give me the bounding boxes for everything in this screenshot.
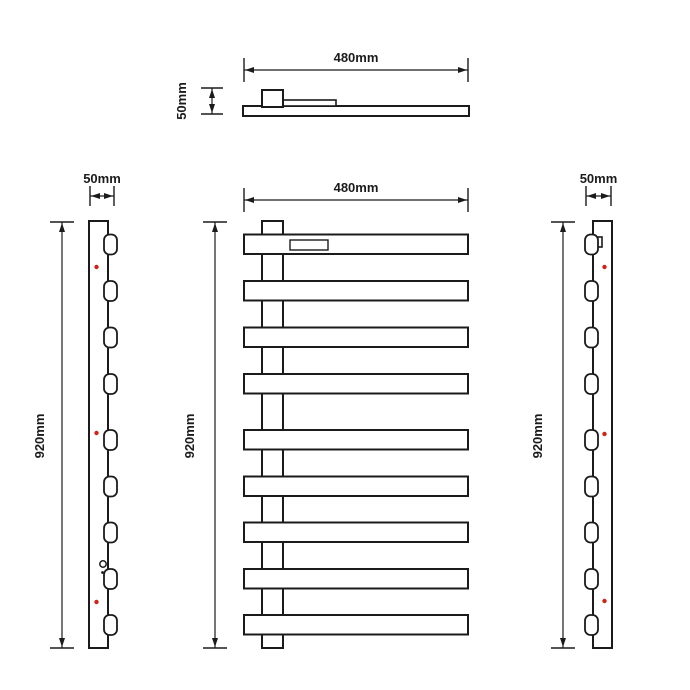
left-view-rail-end [104, 281, 117, 301]
left-view-rail-end [104, 235, 117, 255]
right-view-rail-end [585, 328, 598, 348]
right-view-rail-end [585, 569, 598, 589]
front-view-rail-bar [244, 235, 468, 255]
left-view-rail-end [104, 328, 117, 348]
left-view-rail-end [104, 477, 117, 497]
mounting-point-dot [602, 599, 606, 603]
right-view-rail-end [585, 281, 598, 301]
dimension-label: 480mm [333, 50, 379, 65]
dimension-label: 480mm [333, 180, 379, 195]
front-view-rail-bar [244, 615, 468, 635]
right-view-rail-end [585, 235, 598, 255]
mounting-point-dot [602, 265, 606, 269]
right-view-rail-end [585, 615, 598, 635]
mounting-point-dot [94, 265, 98, 269]
top-view-heater-box [262, 90, 283, 107]
front-view-control-display [290, 240, 328, 250]
mounting-point-dot [602, 432, 606, 436]
front-view-rail-bar [244, 569, 468, 589]
front-view-rail-bar [244, 477, 468, 497]
dimension-label: 50mm [83, 171, 121, 186]
dimension-label: 920mm [182, 413, 197, 459]
right-view-rail-end [585, 430, 598, 450]
left-view-rail-end [104, 430, 117, 450]
front-view-rail-bar [244, 430, 468, 450]
dimension-label: 920mm [32, 413, 47, 459]
left-view-rail-end [104, 523, 117, 543]
dimension-label: 50mm [174, 82, 189, 120]
right-view-rail-end [585, 374, 598, 394]
left-view-cable-dot [101, 571, 104, 574]
mounting-point-dot [94, 600, 98, 604]
top-view-display-ledge [283, 100, 336, 106]
dimension-label: 920mm [530, 413, 545, 459]
left-view-rail-end [104, 615, 117, 635]
front-view-rail-bar [244, 328, 468, 348]
mounting-point-dot [94, 431, 98, 435]
front-view-rail-bar [244, 374, 468, 394]
right-view-rail-end [585, 523, 598, 543]
left-view-rail-end [104, 374, 117, 394]
right-view-rail-end [585, 477, 598, 497]
left-view-rail-end [104, 569, 117, 589]
front-view-rail-bar [244, 281, 468, 301]
dimension-label: 50mm [579, 171, 618, 186]
front-view-rail-bar [244, 523, 468, 543]
left-view-cable-entry [100, 561, 106, 567]
